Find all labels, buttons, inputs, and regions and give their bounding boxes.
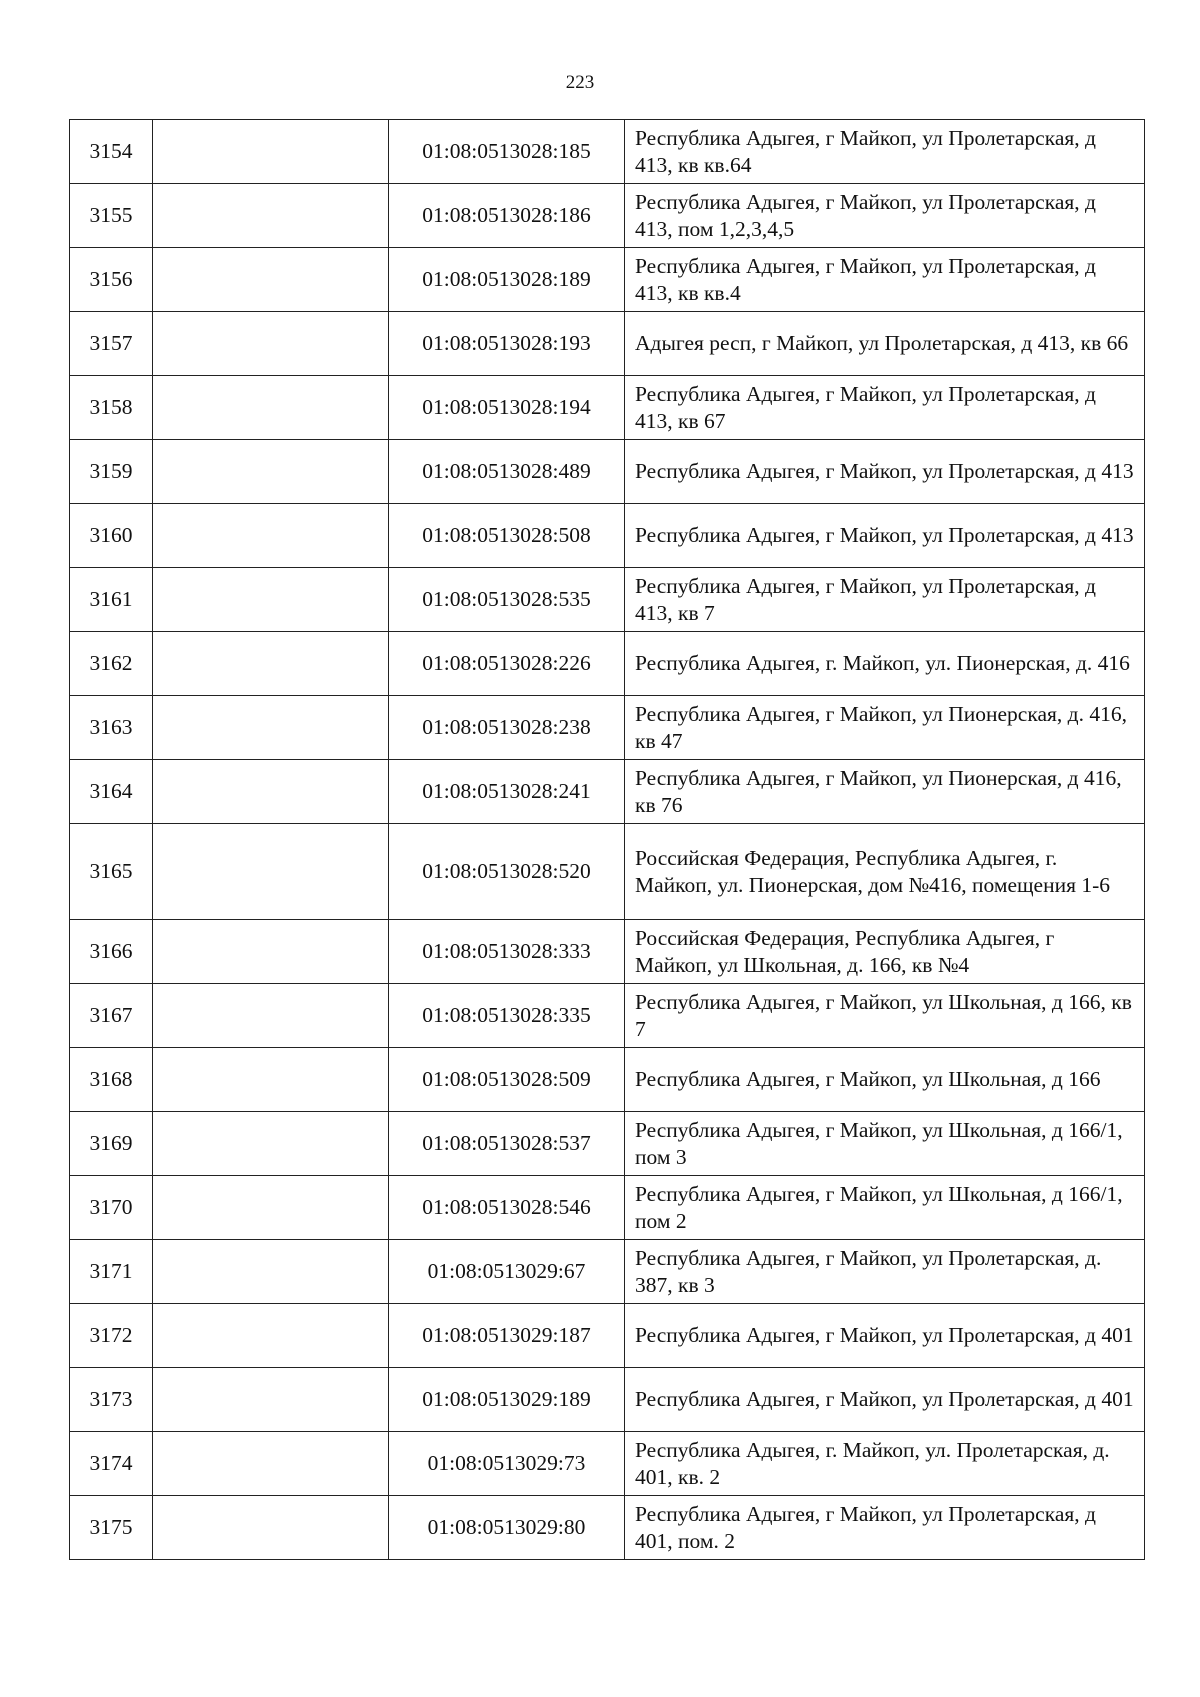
table-row bbox=[70, 984, 1145, 1048]
address: Республика Адыгея, г Майкоп, ул Школьная, д 166/1, пом 2 bbox=[625, 1176, 1145, 1240]
row-number: 3171 bbox=[70, 1240, 153, 1304]
table-row bbox=[70, 248, 1145, 312]
row-number: 3168 bbox=[70, 1048, 153, 1112]
cadastral-number: 01:08:0513028:335 bbox=[389, 984, 625, 1048]
table-row bbox=[70, 1240, 1145, 1304]
row-number: 3159 bbox=[70, 440, 153, 504]
address: Республика Адыгея, г Майкоп, ул Пролетарская, д 401 bbox=[625, 1368, 1145, 1432]
address: Адыгея респ, г Майкоп, ул Пролетарская, д 413, кв 66 bbox=[625, 312, 1145, 376]
cadastral-number: 01:08:0513029:67 bbox=[389, 1240, 625, 1304]
page-number: 223 bbox=[565, 72, 595, 93]
empty-cell bbox=[153, 696, 389, 760]
empty-cell bbox=[153, 312, 389, 376]
row-number: 3156 bbox=[70, 248, 153, 312]
table-row bbox=[70, 824, 1145, 920]
row-number: 3170 bbox=[70, 1176, 153, 1240]
cadastral-number: 01:08:0513028:193 bbox=[389, 312, 625, 376]
address: Республика Адыгея, г Майкоп, ул Пролетарская, д 413, пом 1,2,3,4,5 bbox=[625, 184, 1145, 248]
table-row bbox=[70, 1304, 1145, 1368]
address: Республика Адыгея, г. Майкоп, ул. Пионерская, д. 416 bbox=[625, 632, 1145, 696]
row-number: 3166 bbox=[70, 920, 153, 984]
address: Республика Адыгея, г Майкоп, ул Пролетарская, д 413, кв кв.64 bbox=[625, 120, 1145, 184]
table-row bbox=[70, 632, 1145, 696]
empty-cell bbox=[153, 1304, 389, 1368]
empty-cell bbox=[153, 632, 389, 696]
table-row bbox=[70, 1496, 1145, 1560]
table-row bbox=[70, 696, 1145, 760]
cadastral-number: 01:08:0513028:186 bbox=[389, 184, 625, 248]
address: Республика Адыгея, г Майкоп, ул Пролетарская, д 413, кв 7 bbox=[625, 568, 1145, 632]
address: Республика Адыгея, г Майкоп, ул Пионерская, д. 416, кв 47 bbox=[625, 696, 1145, 760]
table-row bbox=[70, 312, 1145, 376]
registry-table bbox=[69, 119, 1145, 1560]
empty-cell bbox=[153, 568, 389, 632]
empty-cell bbox=[153, 920, 389, 984]
cadastral-number: 01:08:0513029:187 bbox=[389, 1304, 625, 1368]
empty-cell bbox=[153, 440, 389, 504]
cadastral-number: 01:08:0513028:238 bbox=[389, 696, 625, 760]
cadastral-number: 01:08:0513028:189 bbox=[389, 248, 625, 312]
cadastral-number: 01:08:0513028:226 bbox=[389, 632, 625, 696]
table-row bbox=[70, 376, 1145, 440]
row-number: 3155 bbox=[70, 184, 153, 248]
row-number: 3163 bbox=[70, 696, 153, 760]
empty-cell bbox=[153, 504, 389, 568]
table-row bbox=[70, 920, 1145, 984]
address: Республика Адыгея, г Майкоп, ул Школьная, д 166, кв 7 bbox=[625, 984, 1145, 1048]
cadastral-number: 01:08:0513028:535 bbox=[389, 568, 625, 632]
cadastral-number: 01:08:0513028:185 bbox=[389, 120, 625, 184]
table-row bbox=[70, 120, 1145, 184]
row-number: 3172 bbox=[70, 1304, 153, 1368]
address: Республика Адыгея, г Майкоп, ул Пролетарская, д. 387, кв 3 bbox=[625, 1240, 1145, 1304]
row-number: 3158 bbox=[70, 376, 153, 440]
row-number: 3169 bbox=[70, 1112, 153, 1176]
address: Республика Адыгея, г Майкоп, ул Пролетарская, д 413 bbox=[625, 440, 1145, 504]
cadastral-number: 01:08:0513028:333 bbox=[389, 920, 625, 984]
cadastral-number: 01:08:0513028:509 bbox=[389, 1048, 625, 1112]
cadastral-number: 01:08:0513028:508 bbox=[389, 504, 625, 568]
cadastral-number: 01:08:0513029:80 bbox=[389, 1496, 625, 1560]
cadastral-number: 01:08:0513029:189 bbox=[389, 1368, 625, 1432]
table-row bbox=[70, 1176, 1145, 1240]
row-number: 3167 bbox=[70, 984, 153, 1048]
cadastral-number: 01:08:0513028:546 bbox=[389, 1176, 625, 1240]
table-row bbox=[70, 1112, 1145, 1176]
row-number: 3173 bbox=[70, 1368, 153, 1432]
address: Российская Федерация, Республика Адыгея, г. Майкоп, ул. Пионерская, дом №416, помещения 1-6 bbox=[625, 824, 1145, 920]
table-row bbox=[70, 760, 1145, 824]
row-number: 3174 bbox=[70, 1432, 153, 1496]
address: Республика Адыгея, г Майкоп, ул Школьная, д 166 bbox=[625, 1048, 1145, 1112]
row-number: 3164 bbox=[70, 760, 153, 824]
row-number: 3162 bbox=[70, 632, 153, 696]
table-row bbox=[70, 184, 1145, 248]
cadastral-number: 01:08:0513028:520 bbox=[389, 824, 625, 920]
row-number: 3165 bbox=[70, 824, 153, 920]
row-number: 3154 bbox=[70, 120, 153, 184]
table-row bbox=[70, 1432, 1145, 1496]
empty-cell bbox=[153, 824, 389, 920]
empty-cell bbox=[153, 1112, 389, 1176]
empty-cell bbox=[153, 1432, 389, 1496]
address: Республика Адыгея, г. Майкоп, ул. Пролетарская, д. 401, кв. 2 bbox=[625, 1432, 1145, 1496]
empty-cell bbox=[153, 1496, 389, 1560]
cadastral-number: 01:08:0513028:194 bbox=[389, 376, 625, 440]
empty-cell bbox=[153, 248, 389, 312]
cadastral-number: 01:08:0513028:537 bbox=[389, 1112, 625, 1176]
empty-cell bbox=[153, 760, 389, 824]
empty-cell bbox=[153, 984, 389, 1048]
table-row bbox=[70, 1048, 1145, 1112]
table-row bbox=[70, 1368, 1145, 1432]
address: Республика Адыгея, г Майкоп, ул Пролетарская, д 401 bbox=[625, 1304, 1145, 1368]
table-row bbox=[70, 440, 1145, 504]
address: Республика Адыгея, г Майкоп, ул Пролетарская, д 413, кв 67 bbox=[625, 376, 1145, 440]
empty-cell bbox=[153, 1368, 389, 1432]
row-number: 3160 bbox=[70, 504, 153, 568]
table-row bbox=[70, 504, 1145, 568]
row-number: 3175 bbox=[70, 1496, 153, 1560]
empty-cell bbox=[153, 1176, 389, 1240]
empty-cell bbox=[153, 184, 389, 248]
address: Республика Адыгея, г Майкоп, ул Пролетарская, д 413, кв кв.4 bbox=[625, 248, 1145, 312]
address: Республика Адыгея, г Майкоп, ул Школьная, д 166/1, пом 3 bbox=[625, 1112, 1145, 1176]
table-row bbox=[70, 568, 1145, 632]
row-number: 3161 bbox=[70, 568, 153, 632]
address: Республика Адыгея, г Майкоп, ул Пролетарская, д 401, пом. 2 bbox=[625, 1496, 1145, 1560]
address: Республика Адыгея, г Майкоп, ул Пролетарская, д 413 bbox=[625, 504, 1145, 568]
empty-cell bbox=[153, 1048, 389, 1112]
row-number: 3157 bbox=[70, 312, 153, 376]
cadastral-number: 01:08:0513028:489 bbox=[389, 440, 625, 504]
empty-cell bbox=[153, 120, 389, 184]
cadastral-number: 01:08:0513029:73 bbox=[389, 1432, 625, 1496]
cadastral-number: 01:08:0513028:241 bbox=[389, 760, 625, 824]
address: Российская Федерация, Республика Адыгея, г Майкоп, ул Школьная, д. 166, кв №4 bbox=[625, 920, 1145, 984]
empty-cell bbox=[153, 1240, 389, 1304]
empty-cell bbox=[153, 376, 389, 440]
address: Республика Адыгея, г Майкоп, ул Пионерская, д 416, кв 76 bbox=[625, 760, 1145, 824]
registry-table-body bbox=[70, 120, 1145, 1560]
